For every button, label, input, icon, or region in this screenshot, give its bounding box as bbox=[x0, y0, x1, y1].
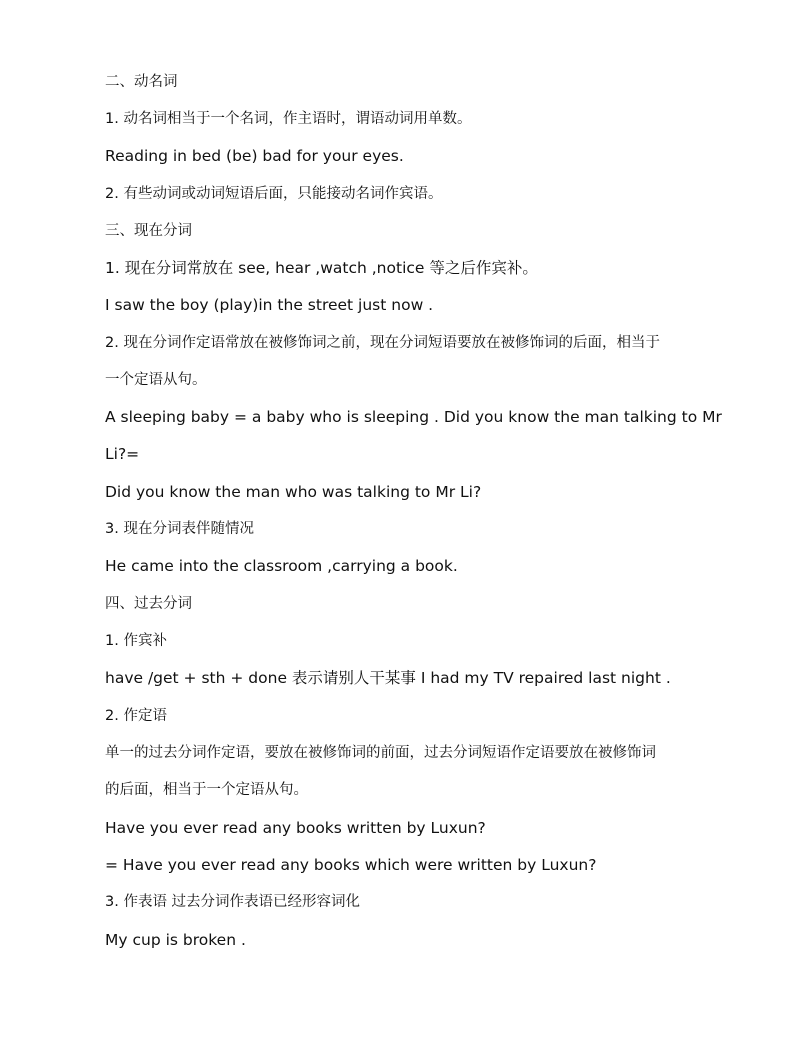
example-line: He came into the classroom ,carrying a book. bbox=[105, 557, 458, 575]
text-line: 2. 作定语 bbox=[105, 708, 167, 724]
text-line: 2. 有些动词或动词短语后面，只能接动名词作宾语。 bbox=[105, 186, 443, 202]
example-line: Have you ever read any books written by Luxun? bbox=[105, 819, 486, 837]
text-line: 1. 作宾补 bbox=[105, 633, 167, 649]
text-line: 单一的过去分词作定语，要放在被修饰词的前面，过去分词短语作定语要放在被修饰词 bbox=[105, 745, 656, 761]
text-line: 1. 现在分词常放在 see, hear ,watch ,notice 等之后作宾补。 bbox=[105, 259, 538, 277]
example-line: Li?= bbox=[105, 445, 140, 463]
example-line: = Have you ever read any books which were written by Luxun? bbox=[105, 856, 597, 874]
text-line: 3. 作表语 过去分词作表语已经形容词化 bbox=[105, 894, 361, 910]
heading-present-participle: 三、现在分词 bbox=[105, 223, 192, 239]
text-line: 2. 现在分词作定语常放在被修饰词之前，现在分词短语要放在被修饰词的后面，相当于 bbox=[105, 335, 660, 351]
heading-past-participle: 四、过去分词 bbox=[105, 596, 192, 612]
example-line: My cup is broken . bbox=[105, 931, 246, 949]
example-line: Reading in bed (be) bad for your eyes. bbox=[105, 147, 404, 165]
text-line: 1. 动名词相当于一个名词，作主语时，谓语动词用单数。 bbox=[105, 111, 472, 127]
heading-gerund: 二、动名词 bbox=[105, 74, 178, 90]
text-line: 3. 现在分词表伴随情况 bbox=[105, 521, 254, 537]
text-line: 的后面，相当于一个定语从句。 bbox=[105, 782, 308, 798]
text-line: have /get + sth + done 表示请别人干某事 I had my TV repaired last night . bbox=[105, 669, 671, 687]
example-line: I saw the boy (play)in the street just now . bbox=[105, 296, 434, 314]
example-line: Did you know the man who was talking to Mr Li? bbox=[105, 483, 482, 501]
text-line: 一个定语从句。 bbox=[105, 372, 207, 388]
example-line: A sleeping baby = a baby who is sleeping . Did you know the man talking to Mr bbox=[105, 408, 722, 426]
